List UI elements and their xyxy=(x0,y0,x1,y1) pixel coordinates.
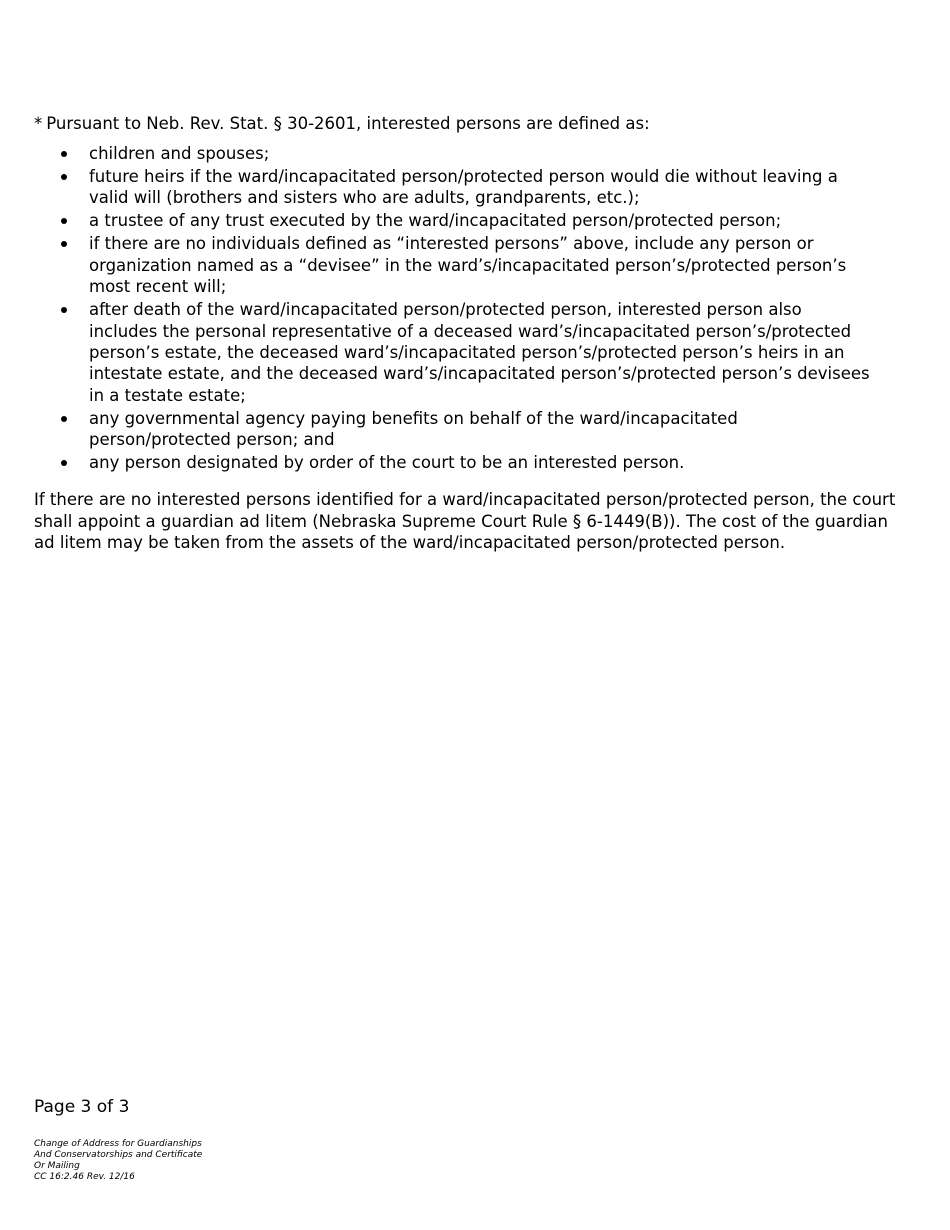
list-item xyxy=(0,299,879,406)
bullet-icon xyxy=(61,174,67,180)
list-item-text: future heirs if the ward/incapacitated person/protected person would die without leaving a valid will (brothers and sisters who are adults, grandparents, etc.); xyxy=(89,167,838,208)
list-item xyxy=(0,210,879,231)
interested-persons-intro xyxy=(34,113,904,135)
bullet-icon xyxy=(61,241,67,247)
list-item xyxy=(0,233,879,297)
bullet-icon xyxy=(61,416,67,422)
list-item xyxy=(0,408,879,451)
interested-persons-list xyxy=(0,143,950,475)
form-footer xyxy=(34,1139,202,1183)
form-title-line: Or Mailing xyxy=(34,1161,80,1171)
list-item xyxy=(0,452,879,473)
list-item xyxy=(0,143,879,164)
list-item-text: if there are no individuals defined as “interested persons” above, include any person or organization named as a “devisee” in the ward’s/incapacitated person’s/protected person’s most recent will; xyxy=(89,234,847,297)
form-title-line: And Conservatorships and Certificate xyxy=(34,1150,203,1160)
guardian-ad-litem-paragraph: If there are no interested persons identified for a ward/incapacitated person/protected person, the court shall appoint a guardian ad litem (Nebraska Supreme Court Rule § 6-1449(B)). The cost of the guardian ad litem may be taken from the assets of the ward/incapacitated person/protected person. xyxy=(34,490,896,552)
list-item-text: a trustee of any trust executed by the ward/incapacitated person/protected person; xyxy=(89,211,782,231)
asterisk-marker: * xyxy=(34,114,43,133)
list-item-text: children and spouses; xyxy=(89,144,270,163)
bullet-icon xyxy=(61,460,67,466)
form-title-line: Change of Address for Guardianships xyxy=(34,1139,202,1149)
bullet-icon xyxy=(61,218,67,224)
form-code: CC 16:2.46 Rev. 12/16 xyxy=(34,1172,135,1182)
list-item-text: any person designated by order of the court to be an interested person. xyxy=(89,453,685,473)
list-item xyxy=(0,166,879,209)
list-item-text: after death of the ward/incapacitated person/protected person, interested person also includes the personal representative of a deceased ward’s/incapacitated person’s/protected person’s estate, the deceased ward’s/incapacitated person’s/protected person’s heirs in an intestate estate, and the deceased ward’s/incapacitated person’s/protected person’s devisees in a testate estate; xyxy=(89,300,870,405)
list-item-text: any governmental agency paying benefits on behalf of the ward/incapacitated person/protected person; and xyxy=(89,408,738,450)
intro-text: Pursuant to Neb. Rev. Stat. § 30-2601, interested persons are defined as: xyxy=(46,114,650,133)
bullet-icon xyxy=(61,151,67,157)
bullet-icon xyxy=(61,307,67,313)
page-number: Page 3 of 3 xyxy=(34,1097,130,1117)
